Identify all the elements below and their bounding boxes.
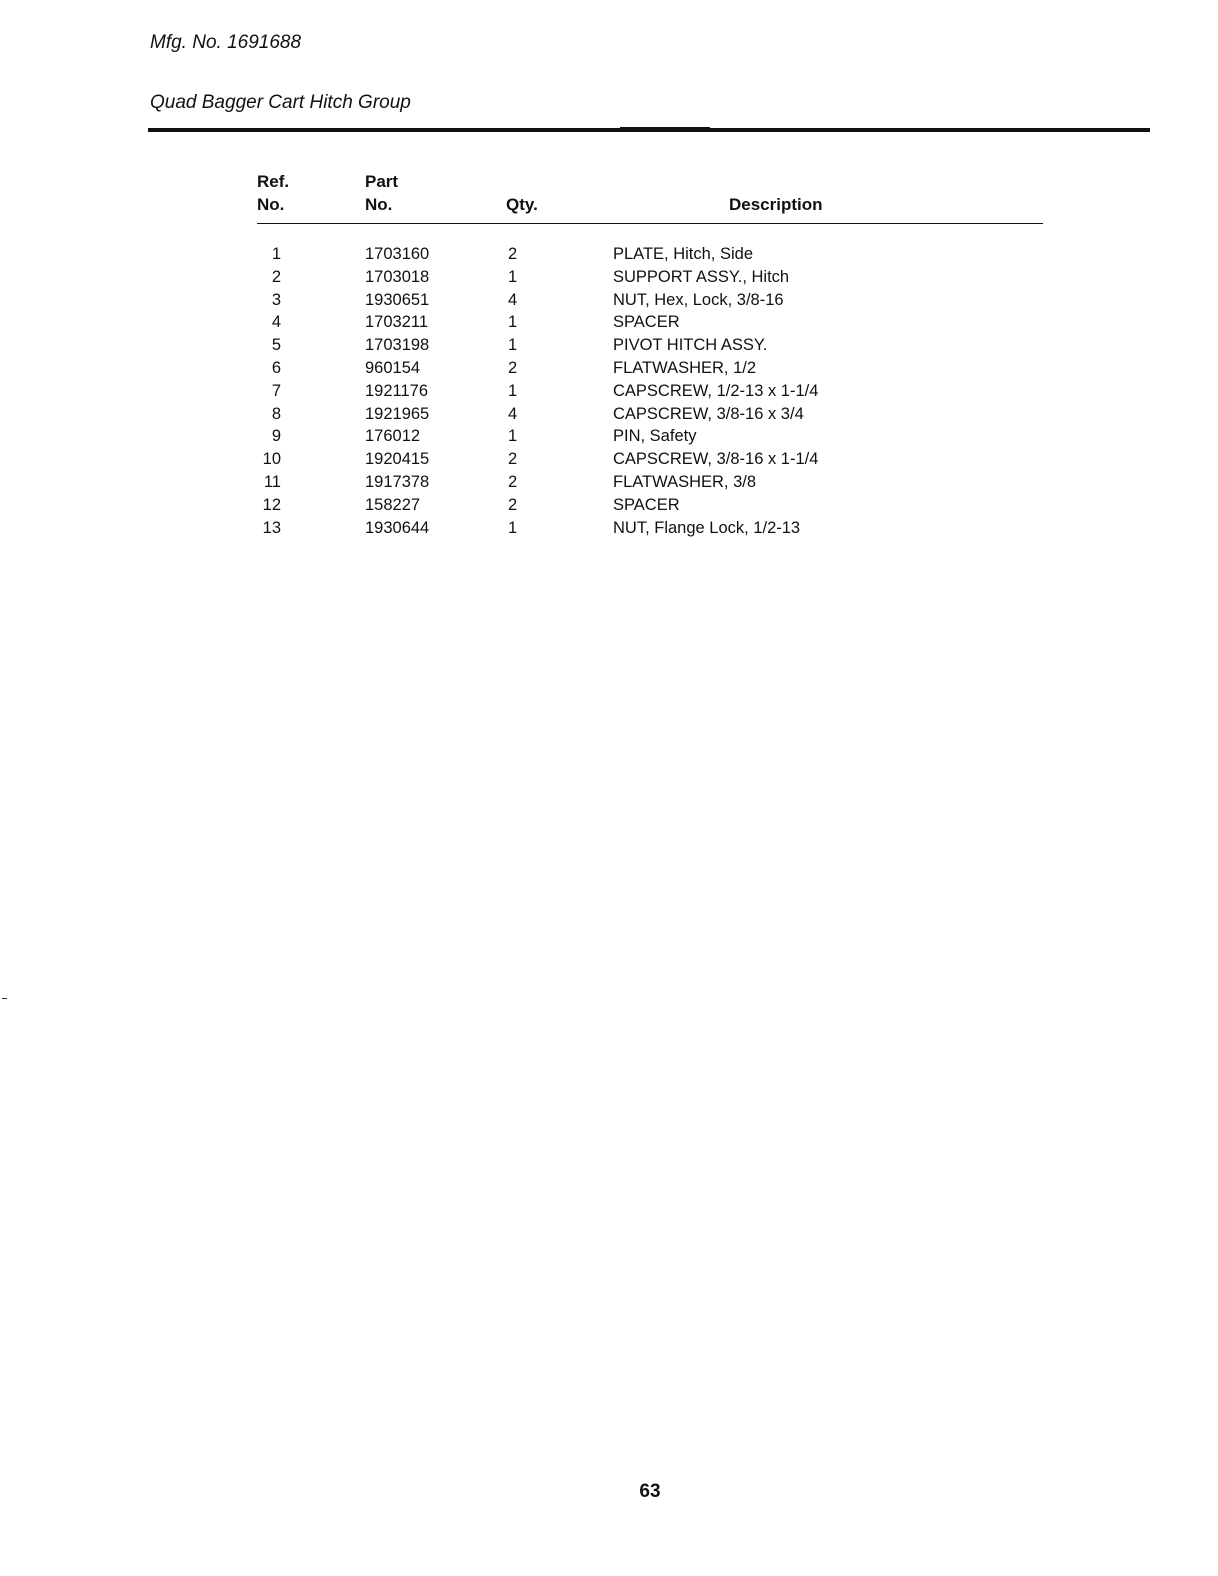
cell-ref: 2 (271, 267, 281, 286)
cell-description: PIN, Safety (613, 427, 697, 446)
cell-part-no: 158227 (365, 495, 421, 514)
table-row (257, 494, 1043, 517)
table-row (257, 403, 1043, 426)
cell-description: SPACER (613, 313, 680, 332)
table-row (257, 266, 1043, 289)
table-row (257, 380, 1043, 403)
cell-ref: 9 (271, 427, 281, 446)
table-row (257, 357, 1043, 380)
cell-part-no: 1703160 (365, 245, 430, 263)
table-row (257, 448, 1043, 471)
cell-qty: 4 (508, 290, 518, 309)
cell-description: SPACER (613, 495, 680, 514)
cell-ref: 10 (262, 450, 281, 469)
cell-qty: 2 (508, 245, 518, 263)
cell-ref: 11 (263, 472, 281, 491)
col-header-part (365, 170, 398, 216)
cell-part-no: 1930651 (365, 290, 430, 309)
cell-description: FLATWASHER, 1/2 (613, 358, 757, 377)
cell-description: NUT, Hex, Lock, 3/8-16 (613, 290, 784, 309)
cell-part-no: 1930644 (365, 518, 430, 537)
cell-description: CAPSCREW, 3/8-16 x 3/4 (613, 404, 804, 423)
mfg-number: Mfg. No. 1691688 (150, 32, 302, 53)
col-header-qty: Qty. (506, 195, 538, 214)
cell-description: CAPSCREW, 3/8-16 x 1-1/4 (613, 450, 819, 469)
cell-ref: 13 (262, 518, 281, 537)
cell-ref: 6 (271, 358, 281, 377)
cell-description: FLATWASHER, 3/8 (613, 472, 757, 491)
cell-part-no: 1703198 (365, 336, 430, 355)
group-title: Quad Bagger Cart Hitch Group (150, 92, 411, 113)
cell-qty: 2 (508, 472, 518, 491)
table-row (257, 289, 1043, 312)
cell-description: CAPSCREW, 1/2-13 x 1-1/4 (613, 381, 819, 400)
table-body (257, 243, 1043, 539)
cell-part-no: 1921176 (365, 381, 429, 400)
col-header-part-line2: No. (365, 195, 393, 214)
table-row (257, 517, 1043, 540)
cell-part-no: 1917378 (365, 472, 430, 491)
margin-mark (2, 998, 7, 999)
cell-part-no: 1703211 (365, 313, 429, 332)
cell-description: NUT, Flange Lock, 1/2-13 (613, 518, 801, 537)
col-header-description: Description (729, 195, 823, 214)
table-header (257, 170, 1043, 224)
cell-qty: 1 (508, 518, 518, 537)
header-divider-mark (620, 127, 710, 129)
cell-ref: 3 (271, 290, 281, 309)
cell-description: PLATE, Hitch, Side (613, 245, 754, 263)
cell-qty: 2 (508, 358, 518, 377)
table-row (257, 243, 1043, 266)
table-row (257, 334, 1043, 357)
cell-ref: 12 (262, 495, 281, 514)
cell-description: SUPPORT ASSY., Hitch (613, 267, 790, 286)
col-header-part-line1: Part (365, 172, 399, 191)
cell-qty: 2 (508, 495, 518, 514)
cell-ref: 7 (271, 381, 281, 400)
header-rule (257, 223, 1043, 224)
cell-qty: 1 (508, 427, 518, 446)
cell-ref: 5 (271, 336, 281, 355)
cell-qty: 4 (508, 404, 518, 423)
table-row (257, 425, 1043, 448)
cell-part-no: 960154 (365, 358, 421, 377)
cell-ref: 4 (271, 313, 281, 332)
cell-part-no: 1703018 (365, 267, 430, 286)
cell-ref: 1 (271, 245, 281, 263)
cell-qty: 1 (508, 267, 518, 286)
cell-ref: 8 (271, 404, 281, 423)
cell-qty: 1 (508, 336, 518, 355)
col-header-ref (257, 170, 289, 216)
cell-qty: 1 (508, 313, 518, 332)
cell-part-no: 1920415 (365, 450, 430, 469)
cell-qty: 2 (508, 450, 518, 469)
cell-qty: 1 (508, 381, 518, 400)
col-header-ref-line1: Ref. (257, 172, 290, 191)
cell-part-no: 1921965 (365, 404, 430, 423)
col-header-ref-line2: No. (257, 195, 285, 214)
cell-part-no: 176012 (365, 427, 421, 446)
parts-table (257, 170, 1043, 537)
table-row (257, 311, 1043, 334)
cell-description: PIVOT HITCH ASSY. (613, 336, 768, 355)
page-number: 63 (639, 1481, 661, 1502)
table-row (257, 471, 1043, 494)
